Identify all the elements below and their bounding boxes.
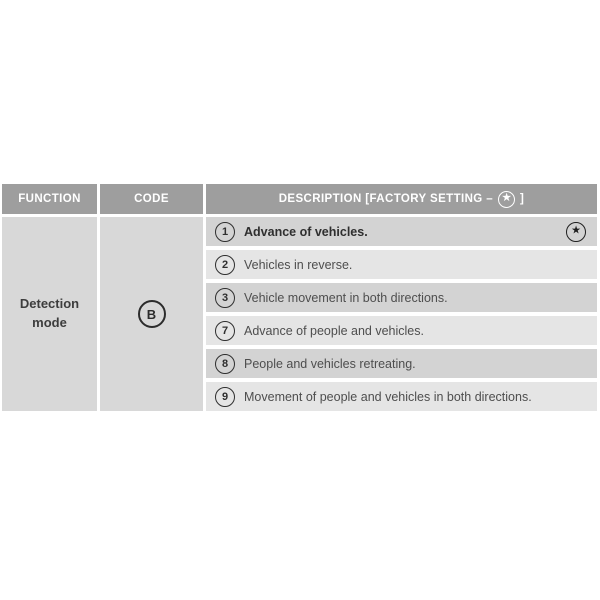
description-column [206,217,597,411]
option-number-circle-icon: 1 [215,222,235,242]
factory-setting-star-icon: ★ [498,191,515,208]
column-header-code-label: CODE [134,193,169,205]
column-header-description [206,184,597,214]
option-number-circle-icon: 9 [215,387,235,407]
option-description: Movement of people and vehicles in both directions. [244,389,532,404]
table-body [2,217,597,411]
column-header-description-suffix: ] [520,193,525,205]
option-number-circle-icon: 8 [215,354,235,374]
column-header-description-label: DESCRIPTION [FACTORY SETTING – [278,193,494,205]
function-cell-label: Detection mode [19,296,80,330]
table-row [206,316,597,345]
column-header-function [2,184,97,214]
function-cell [2,217,97,411]
option-number-circle-icon: 2 [215,255,235,275]
column-header-function-label: FUNCTION [18,193,81,205]
option-description: Advance of vehicles. [244,224,368,239]
option-number-circle-icon: 7 [215,321,235,341]
detection-mode-settings-table [2,184,597,411]
code-cell [100,217,203,411]
option-number-circle-icon: 3 [215,288,235,308]
table-row [206,382,597,411]
option-description: Vehicle movement in both directions. [244,290,448,305]
code-letter-circle-icon [138,300,166,328]
option-description: Advance of people and vehicles. [244,323,424,338]
factory-setting-star-icon: ★ [566,222,586,242]
option-description: Vehicles in reverse. [244,257,353,272]
table-row [206,283,597,312]
table-row [206,250,597,279]
code-letter: B [146,306,157,322]
table-row [206,349,597,378]
column-header-code [100,184,203,214]
table-row [206,217,597,246]
option-description: People and vehicles retreating. [244,356,416,371]
table-header-row [2,184,597,214]
